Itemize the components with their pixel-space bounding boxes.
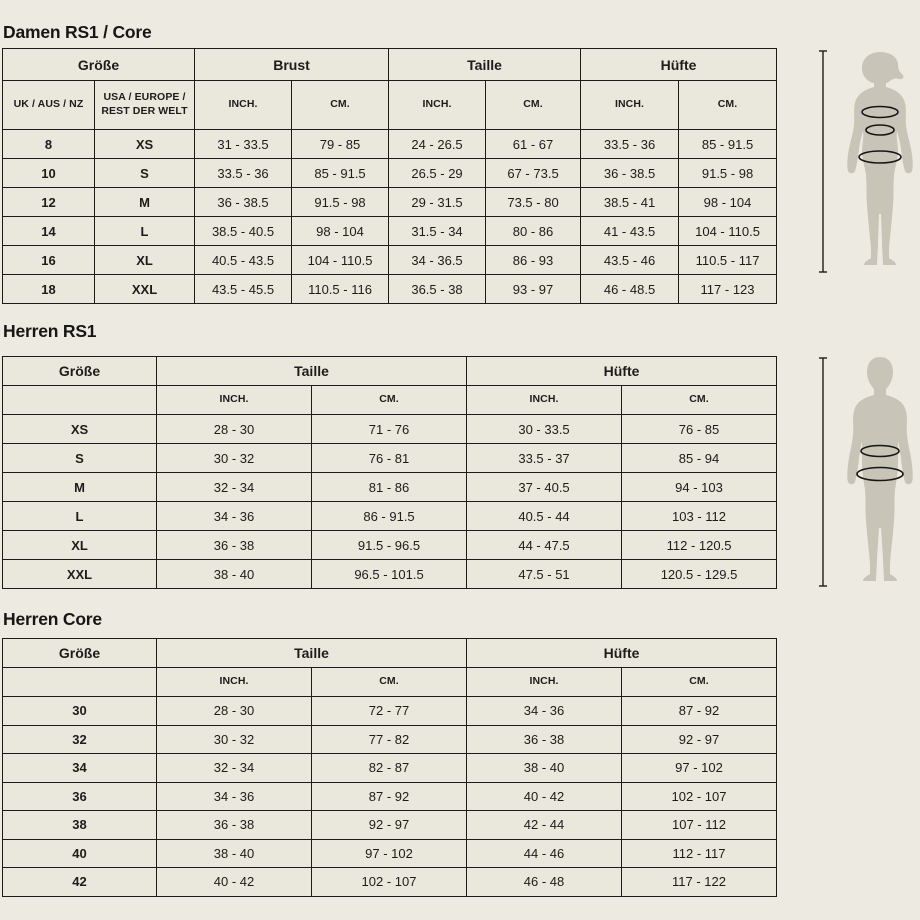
size-label-cell: 40 bbox=[3, 839, 157, 868]
value-cell: 98 - 104 bbox=[679, 188, 777, 217]
size-row bbox=[3, 531, 777, 560]
group-header-row bbox=[3, 357, 777, 386]
size-label-cell: M bbox=[3, 473, 157, 502]
size-label-cell: 8 bbox=[3, 130, 95, 159]
value-cell: 44 - 47.5 bbox=[467, 531, 622, 560]
size-label-cell: XXL bbox=[95, 275, 195, 304]
unit-header: CM. bbox=[312, 668, 467, 697]
value-cell: 97 - 102 bbox=[312, 839, 467, 868]
size-row bbox=[3, 754, 777, 783]
size-label-cell: S bbox=[3, 444, 157, 473]
value-cell: 34 - 36 bbox=[157, 502, 312, 531]
value-cell: 94 - 103 bbox=[622, 473, 777, 502]
value-cell: 92 - 97 bbox=[312, 811, 467, 840]
size-label-cell: 18 bbox=[3, 275, 95, 304]
value-cell: 46 - 48.5 bbox=[581, 275, 679, 304]
value-cell: 30 - 32 bbox=[157, 725, 312, 754]
value-cell: 31 - 33.5 bbox=[195, 130, 292, 159]
unit-header: CM. bbox=[622, 386, 777, 415]
size-row bbox=[3, 868, 777, 897]
value-cell: 31.5 - 34 bbox=[389, 217, 486, 246]
value-cell: 93 - 97 bbox=[486, 275, 581, 304]
column-group-header: Größe bbox=[3, 357, 157, 386]
value-cell: 36 - 38.5 bbox=[195, 188, 292, 217]
size-row bbox=[3, 188, 777, 217]
value-cell: 26.5 - 29 bbox=[389, 159, 486, 188]
value-cell: 34 - 36 bbox=[157, 782, 312, 811]
value-cell: 110.5 - 116 bbox=[292, 275, 389, 304]
column-group-header: Brust bbox=[195, 49, 389, 81]
value-cell: 79 - 85 bbox=[292, 130, 389, 159]
value-cell: 36.5 - 38 bbox=[389, 275, 486, 304]
size-label-cell: L bbox=[95, 217, 195, 246]
value-cell: 40.5 - 44 bbox=[467, 502, 622, 531]
value-cell: 36 - 38 bbox=[157, 811, 312, 840]
size-label-cell: XL bbox=[3, 531, 157, 560]
value-cell: 104 - 110.5 bbox=[679, 217, 777, 246]
value-cell: 33.5 - 36 bbox=[581, 130, 679, 159]
unit-header: INCH. bbox=[157, 386, 312, 415]
unit-header: CM. bbox=[486, 81, 581, 130]
male-figure bbox=[816, 352, 920, 590]
size-label-cell: 10 bbox=[3, 159, 95, 188]
value-cell: 44 - 46 bbox=[467, 839, 622, 868]
size-label-cell: XXL bbox=[3, 560, 157, 589]
size-label-cell: 16 bbox=[3, 246, 95, 275]
value-cell: 38.5 - 40.5 bbox=[195, 217, 292, 246]
value-cell: 110.5 - 117 bbox=[679, 246, 777, 275]
unit-header: INCH. bbox=[389, 81, 486, 130]
unit-header: CM. bbox=[679, 81, 777, 130]
value-cell: 112 - 120.5 bbox=[622, 531, 777, 560]
value-cell: 85 - 91.5 bbox=[679, 130, 777, 159]
section-title-herren-core: Herren Core bbox=[3, 609, 102, 629]
size-row bbox=[3, 159, 777, 188]
value-cell: 40 - 42 bbox=[467, 782, 622, 811]
size-row bbox=[3, 725, 777, 754]
value-cell: 30 - 33.5 bbox=[467, 415, 622, 444]
value-cell: 38.5 - 41 bbox=[581, 188, 679, 217]
value-cell: 40 - 42 bbox=[157, 868, 312, 897]
value-cell: 38 - 40 bbox=[467, 754, 622, 783]
size-row bbox=[3, 275, 777, 304]
size-label-cell: 34 bbox=[3, 754, 157, 783]
unit-header-row bbox=[3, 668, 777, 697]
value-cell: 28 - 30 bbox=[157, 415, 312, 444]
value-cell: 103 - 112 bbox=[622, 502, 777, 531]
value-cell: 86 - 91.5 bbox=[312, 502, 467, 531]
value-cell: 42 - 44 bbox=[467, 811, 622, 840]
value-cell: 34 - 36.5 bbox=[389, 246, 486, 275]
group-header-row bbox=[3, 639, 777, 668]
value-cell: 40.5 - 43.5 bbox=[195, 246, 292, 275]
column-group-header: Größe bbox=[3, 639, 157, 668]
value-cell: 32 - 34 bbox=[157, 754, 312, 783]
column-group-header: Hüfte bbox=[467, 357, 777, 386]
value-cell: 43.5 - 45.5 bbox=[195, 275, 292, 304]
value-cell: 117 - 123 bbox=[679, 275, 777, 304]
value-cell: 80 - 86 bbox=[486, 217, 581, 246]
section-title-herren-rs1: Herren RS1 bbox=[3, 321, 97, 341]
size-row bbox=[3, 502, 777, 531]
value-cell: 117 - 122 bbox=[622, 868, 777, 897]
column-group-header: Taille bbox=[157, 357, 467, 386]
section-title-damen-rs1-core: Damen RS1 / Core bbox=[3, 22, 152, 42]
unit-header: INCH. bbox=[467, 668, 622, 697]
size-label-cell: 30 bbox=[3, 697, 157, 726]
size-row bbox=[3, 839, 777, 868]
unit-header: CM. bbox=[312, 386, 467, 415]
column-group-header: Hüfte bbox=[467, 639, 777, 668]
value-cell: 33.5 - 37 bbox=[467, 444, 622, 473]
value-cell: 91.5 - 98 bbox=[679, 159, 777, 188]
unit-header: USA / EUROPE / REST DER WELT bbox=[95, 81, 195, 130]
value-cell: 47.5 - 51 bbox=[467, 560, 622, 589]
size-table-herren-core bbox=[2, 638, 777, 897]
size-row bbox=[3, 415, 777, 444]
unit-header: INCH. bbox=[157, 668, 312, 697]
size-row bbox=[3, 130, 777, 159]
column-group-header: Taille bbox=[389, 49, 581, 81]
size-label-cell: 14 bbox=[3, 217, 95, 246]
value-cell: 37 - 40.5 bbox=[467, 473, 622, 502]
value-cell: 36 - 38 bbox=[467, 725, 622, 754]
value-cell: 24 - 26.5 bbox=[389, 130, 486, 159]
value-cell: 91.5 - 96.5 bbox=[312, 531, 467, 560]
value-cell: 86 - 93 bbox=[486, 246, 581, 275]
unit-header bbox=[3, 386, 157, 415]
value-cell: 46 - 48 bbox=[467, 868, 622, 897]
height-measure-line bbox=[819, 358, 827, 586]
unit-header: INCH. bbox=[467, 386, 622, 415]
value-cell: 76 - 85 bbox=[622, 415, 777, 444]
size-label-cell: 32 bbox=[3, 725, 157, 754]
value-cell: 82 - 87 bbox=[312, 754, 467, 783]
value-cell: 112 - 117 bbox=[622, 839, 777, 868]
group-header-row bbox=[3, 49, 777, 81]
value-cell: 102 - 107 bbox=[622, 782, 777, 811]
value-cell: 72 - 77 bbox=[312, 697, 467, 726]
value-cell: 104 - 110.5 bbox=[292, 246, 389, 275]
size-row bbox=[3, 560, 777, 589]
unit-header: INCH. bbox=[195, 81, 292, 130]
value-cell: 34 - 36 bbox=[467, 697, 622, 726]
value-cell: 81 - 86 bbox=[312, 473, 467, 502]
unit-header bbox=[3, 668, 157, 697]
size-row bbox=[3, 217, 777, 246]
value-cell: 120.5 - 129.5 bbox=[622, 560, 777, 589]
unit-header-row bbox=[3, 386, 777, 415]
size-row bbox=[3, 246, 777, 275]
size-label-cell: 38 bbox=[3, 811, 157, 840]
size-label-cell: L bbox=[3, 502, 157, 531]
value-cell: 87 - 92 bbox=[312, 782, 467, 811]
value-cell: 28 - 30 bbox=[157, 697, 312, 726]
size-label-cell: XS bbox=[3, 415, 157, 444]
value-cell: 43.5 - 46 bbox=[581, 246, 679, 275]
value-cell: 92 - 97 bbox=[622, 725, 777, 754]
value-cell: 98 - 104 bbox=[292, 217, 389, 246]
value-cell: 85 - 94 bbox=[622, 444, 777, 473]
value-cell: 36 - 38 bbox=[157, 531, 312, 560]
value-cell: 107 - 112 bbox=[622, 811, 777, 840]
value-cell: 71 - 76 bbox=[312, 415, 467, 444]
unit-header: INCH. bbox=[581, 81, 679, 130]
size-row bbox=[3, 473, 777, 502]
value-cell: 96.5 - 101.5 bbox=[312, 560, 467, 589]
value-cell: 61 - 67 bbox=[486, 130, 581, 159]
value-cell: 38 - 40 bbox=[157, 839, 312, 868]
height-measure-line bbox=[819, 51, 827, 272]
column-group-header: Größe bbox=[3, 49, 195, 81]
female-silhouette-icon bbox=[847, 52, 913, 265]
size-label-cell: M bbox=[95, 188, 195, 217]
value-cell: 85 - 91.5 bbox=[292, 159, 389, 188]
value-cell: 76 - 81 bbox=[312, 444, 467, 473]
size-row bbox=[3, 782, 777, 811]
column-group-header: Taille bbox=[157, 639, 467, 668]
size-label-cell: XL bbox=[95, 246, 195, 275]
unit-header: CM. bbox=[292, 81, 389, 130]
size-table-damen-rs1-core bbox=[2, 48, 777, 304]
female-figure bbox=[816, 46, 920, 278]
value-cell: 91.5 - 98 bbox=[292, 188, 389, 217]
male-silhouette-icon bbox=[847, 357, 913, 581]
value-cell: 38 - 40 bbox=[157, 560, 312, 589]
value-cell: 32 - 34 bbox=[157, 473, 312, 502]
unit-header: CM. bbox=[622, 668, 777, 697]
size-row bbox=[3, 444, 777, 473]
size-label-cell: 36 bbox=[3, 782, 157, 811]
column-group-header: Hüfte bbox=[581, 49, 777, 81]
size-row bbox=[3, 811, 777, 840]
value-cell: 102 - 107 bbox=[312, 868, 467, 897]
value-cell: 73.5 - 80 bbox=[486, 188, 581, 217]
value-cell: 67 - 73.5 bbox=[486, 159, 581, 188]
value-cell: 77 - 82 bbox=[312, 725, 467, 754]
size-row bbox=[3, 697, 777, 726]
size-label-cell: S bbox=[95, 159, 195, 188]
value-cell: 36 - 38.5 bbox=[581, 159, 679, 188]
size-label-cell: 12 bbox=[3, 188, 95, 217]
size-table-herren-rs1 bbox=[2, 356, 777, 589]
value-cell: 33.5 - 36 bbox=[195, 159, 292, 188]
value-cell: 29 - 31.5 bbox=[389, 188, 486, 217]
size-label-cell: XS bbox=[95, 130, 195, 159]
value-cell: 87 - 92 bbox=[622, 697, 777, 726]
size-label-cell: 42 bbox=[3, 868, 157, 897]
value-cell: 41 - 43.5 bbox=[581, 217, 679, 246]
unit-header: UK / AUS / NZ bbox=[3, 81, 95, 130]
value-cell: 97 - 102 bbox=[622, 754, 777, 783]
value-cell: 30 - 32 bbox=[157, 444, 312, 473]
unit-header-row bbox=[3, 81, 777, 130]
